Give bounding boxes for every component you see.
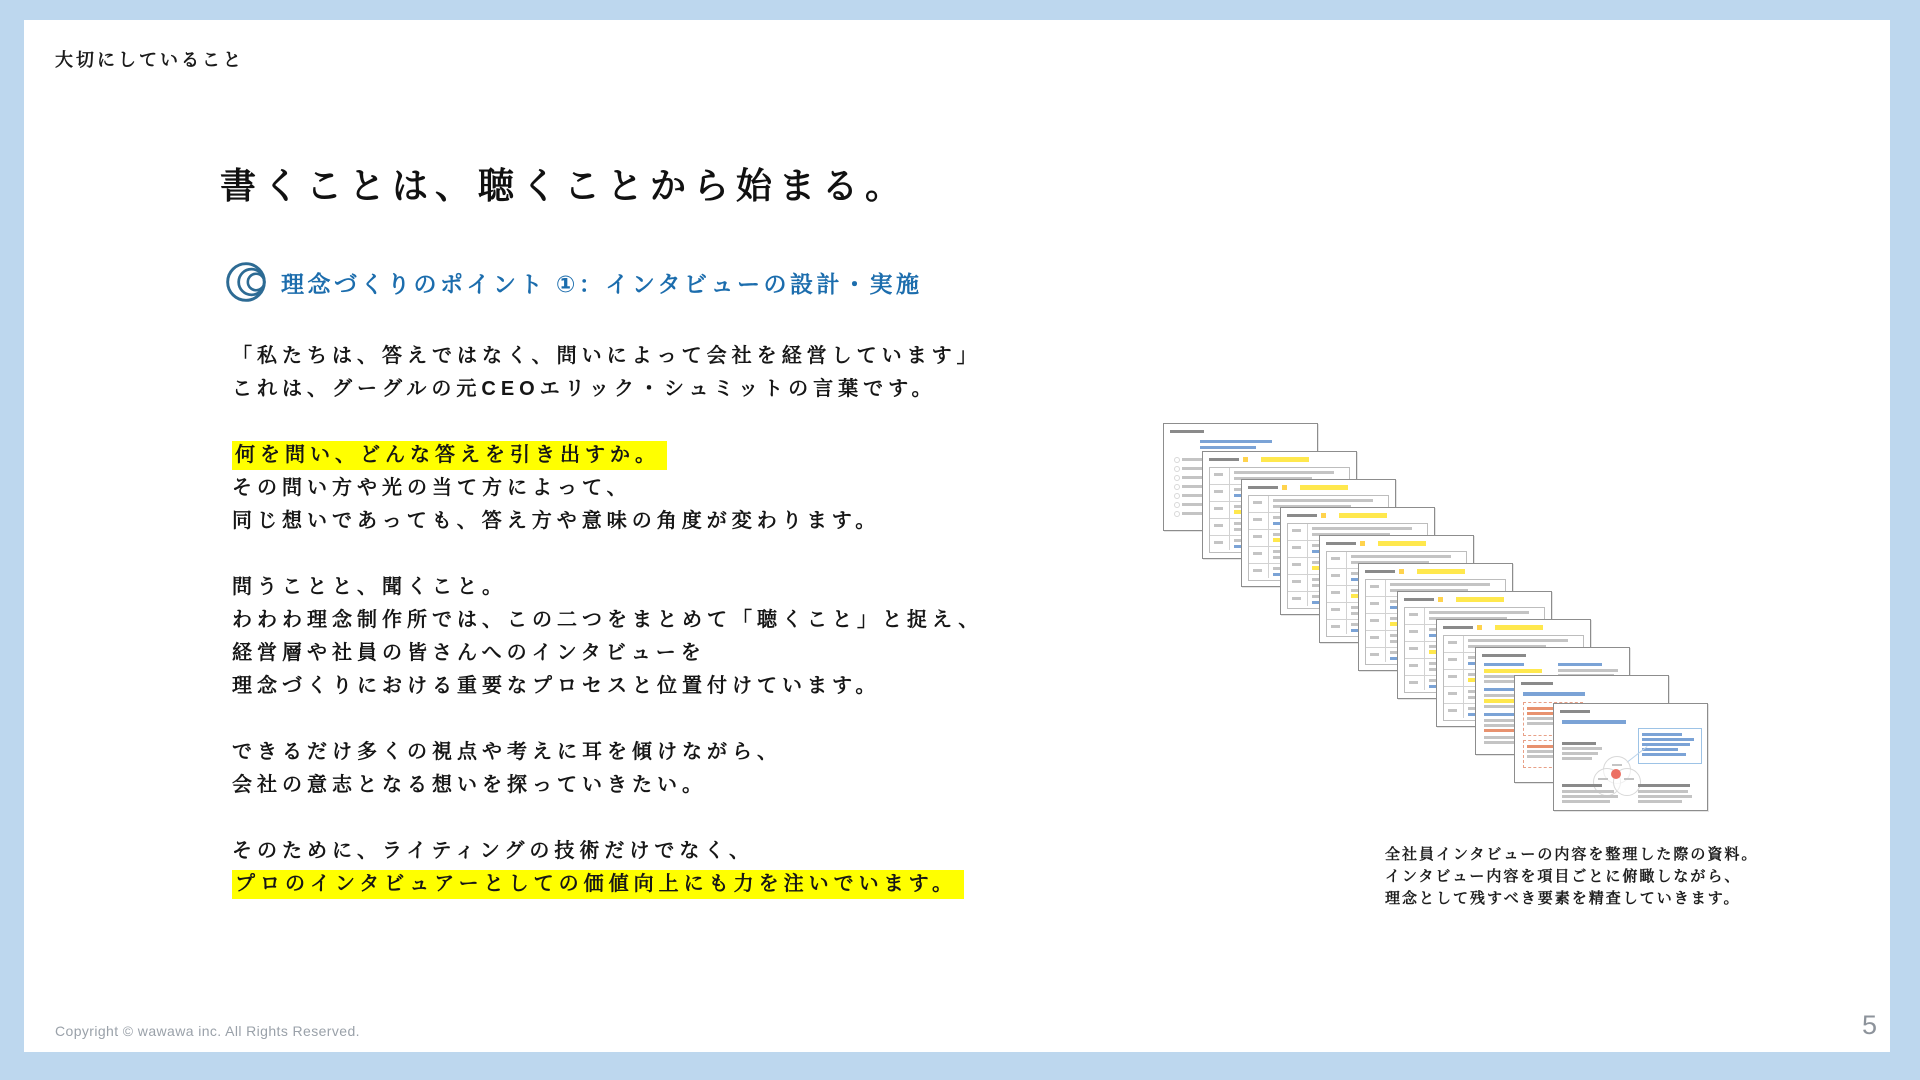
body-line: これは、グーグルの元CEOエリック・シュミットの言葉です。 <box>232 378 937 400</box>
caption-line: 全社員インタビューの内容を整理した際の資料。 <box>1385 846 1759 863</box>
page-number: 5 <box>1862 1010 1878 1040</box>
body-line-highlighted: プロのインタビュアーとしての価値向上にも力を注いでいます。 <box>232 868 983 901</box>
slide-eyebrow: 大切にしていること <box>55 50 244 70</box>
section-heading-label: 理念づくりのポイント ①：インタビューの設計・実施 <box>281 270 923 297</box>
figure-caption <box>1385 844 1758 910</box>
paragraph <box>232 835 983 901</box>
paragraph <box>232 571 983 703</box>
body-text <box>232 340 983 901</box>
concentric-circles-icon <box>224 260 268 304</box>
body-line: そのために、ライティングの技術だけでなく、 <box>232 840 754 862</box>
paragraph <box>232 736 983 802</box>
body-line: 「私たちは、答えではなく、問いによって会社を経営しています」 <box>232 345 982 367</box>
paragraph <box>232 340 983 406</box>
body-line: 理念づくりにおける重要なプロセスと位置付けています。 <box>232 675 881 697</box>
section-heading <box>224 260 922 304</box>
caption-line: 理念として残すべき要素を精査していきます。 <box>1385 890 1741 907</box>
body-line: 会社の意志となる想いを探っていきたい。 <box>232 774 707 796</box>
body-line: 経営層や社員の皆さんへのインタビューを <box>232 642 706 664</box>
slide-canvas <box>24 20 1890 1052</box>
body-line: できるだけ多くの視点や考えに耳を傾けながら、 <box>232 741 782 763</box>
copyright-text: Copyright © wawawa inc. All Rights Reserved. <box>55 1023 360 1039</box>
caption-line: インタビュー内容を項目ごとに俯瞰しながら、 <box>1385 868 1742 885</box>
body-line: その問い方や光の当て方によって、 <box>232 477 632 499</box>
paragraph <box>232 439 983 538</box>
body-line: 問うことと、聞くこと。 <box>232 576 507 598</box>
document-stack <box>1163 423 1709 813</box>
document-thumbnail <box>1553 703 1708 811</box>
body-line: 同じ想いであっても、答え方や意味の角度が変わります。 <box>232 510 881 532</box>
body-line-highlighted: 何を問い、どんな答えを引き出すか。 <box>232 439 983 472</box>
body-line: わわわ理念制作所では、この二つをまとめて「聴くこと」と捉え、 <box>232 609 984 631</box>
page-title: 書くことは、聴くことから始まる。 <box>220 165 909 206</box>
